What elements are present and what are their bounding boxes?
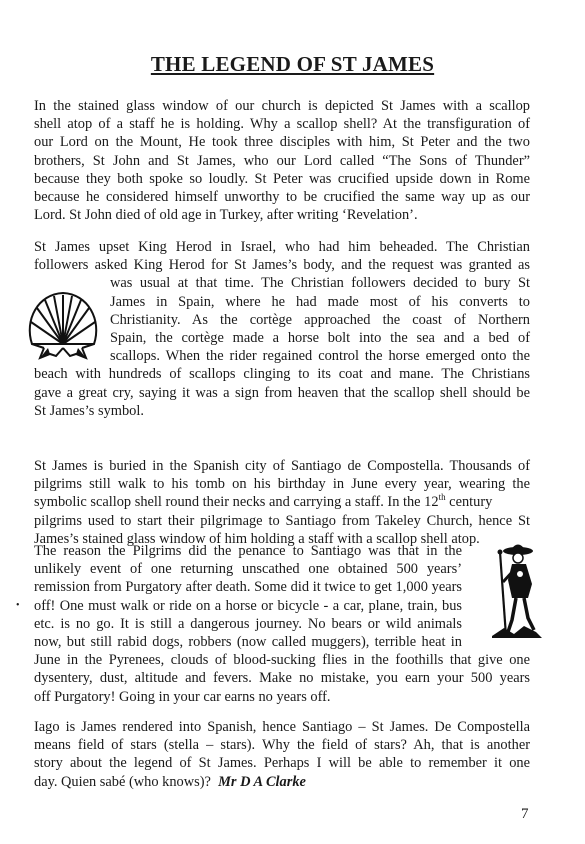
text-line: means field of stars (stella – stars). Why the field of stars? Ah, that is another	[34, 737, 530, 754]
text-line: Spain, the cortège made a horse bolt into the sea and a bed of	[110, 330, 530, 347]
text-line: James’s stained glass window of him holding a staff with a scallop shell atop.	[34, 530, 480, 547]
stray-bullet-mark: •	[16, 600, 20, 611]
text-line: pilgrims used to start their pilgrimage to Santiago from Takeley Church, hence St	[34, 512, 530, 529]
text-line: pilgrims still walk to his tomb on his birthday in June every year, wearing the	[34, 476, 530, 493]
text-line: unlikely event of one returning unscathed one obtained 500 years’	[34, 561, 462, 578]
text-line: off! One must walk or ride on a horse or bicycle - a car, plane, train, bus	[34, 597, 462, 614]
paragraph-herod	[34, 238, 530, 420]
text-line: off Purgatory! Going in your car earns no years off.	[34, 688, 331, 705]
page-title: THE LEGEND OF ST JAMES	[150, 52, 435, 76]
text-line: followers asked King Herod for St James’s body, and the request was granted as	[34, 257, 530, 274]
paragraph-iago	[34, 718, 530, 791]
text-line: was usual at that time. The Christian followers decided to bury St	[110, 275, 530, 292]
text-line: dysentery, dust, altitude and fevers. Make no mistake, you earn your 500 years	[34, 670, 530, 687]
text-line: St James upset King Herod in Israel, who had him beheaded. The Christian	[34, 239, 530, 255]
text-line: because they both spoke so loudly. St Peter was crucified upside down in Rome	[34, 170, 530, 187]
author-signature: Mr D A Clarke	[218, 773, 306, 790]
text-line: The reason the Pilgrims did the penance to Santiago was that in the	[34, 543, 462, 559]
text-line: gave a great cry, saying it was a sign from heaven that the scallop shell should be	[34, 384, 530, 401]
paragraph-compostella	[34, 457, 530, 548]
text-line: symbolic scallop shell round their necks and carrying a staff. In the 12th century	[34, 492, 493, 511]
text-line: Christianity. As the cortège approached the coast of Northern	[110, 311, 530, 328]
paragraph-transfiguration	[34, 97, 530, 224]
text-line: now, but still rabid dogs, robbers (now called muggers), terrible heat in	[34, 634, 462, 651]
text-line: St James is buried in the Spanish city of Santiago de Compostella. Thousands of	[34, 458, 530, 474]
text-line: remission from Purgatory after death. Some did it twice to get 1,000 years	[34, 579, 462, 596]
page-number: 7	[521, 806, 529, 822]
text-line: story about the legend of St James. Perhaps I will be able to remember it one	[34, 755, 530, 772]
text-line: our Lord on the Mount, He took three disciples with him, St Peter and the two	[34, 134, 530, 151]
text-line: beach with hundreds of scallops clinging to its coat and mane. The Christians	[34, 366, 530, 383]
text-line: day. Quien sabé (who knows)? Mr D A Clarke	[34, 773, 306, 790]
text-line: scallops. When the rider regained control the horse emerged onto the	[110, 348, 530, 365]
text-line: Iago is James rendered into Spanish, hence Santiago – St James. De Compostella	[34, 719, 530, 735]
text-line: brothers, St John and St James, who our Lord called “The Sons of Thunder”	[34, 152, 530, 169]
text-line: James in Spain, where he had made most of his converts to	[110, 293, 530, 310]
scallop-shell-icon	[26, 290, 100, 362]
text-line: St James’s symbol.	[34, 402, 144, 419]
text-line: June in the Pyrenees, clouds of blood-sucking flies in the foothills that give one	[34, 652, 530, 669]
text-line: shell atop of a staff he is holding. Why a scallop shell? At the transfiguration of	[34, 116, 530, 133]
paragraph-pilgrims	[34, 542, 530, 706]
pilgrim-figure-icon	[488, 540, 544, 640]
text-line: Lord. St John died of old age in Turkey, after writing ‘Revelation’.	[34, 207, 418, 224]
text-line: In the stained glass window of our church is depicted St James with a scallop	[34, 98, 530, 114]
text-line: etc. is no go. It is still a dangerous journey. No bears or wild animals	[34, 615, 462, 632]
text-line: because he considered himself unworthy to be crucified the same way up as our	[34, 189, 530, 206]
